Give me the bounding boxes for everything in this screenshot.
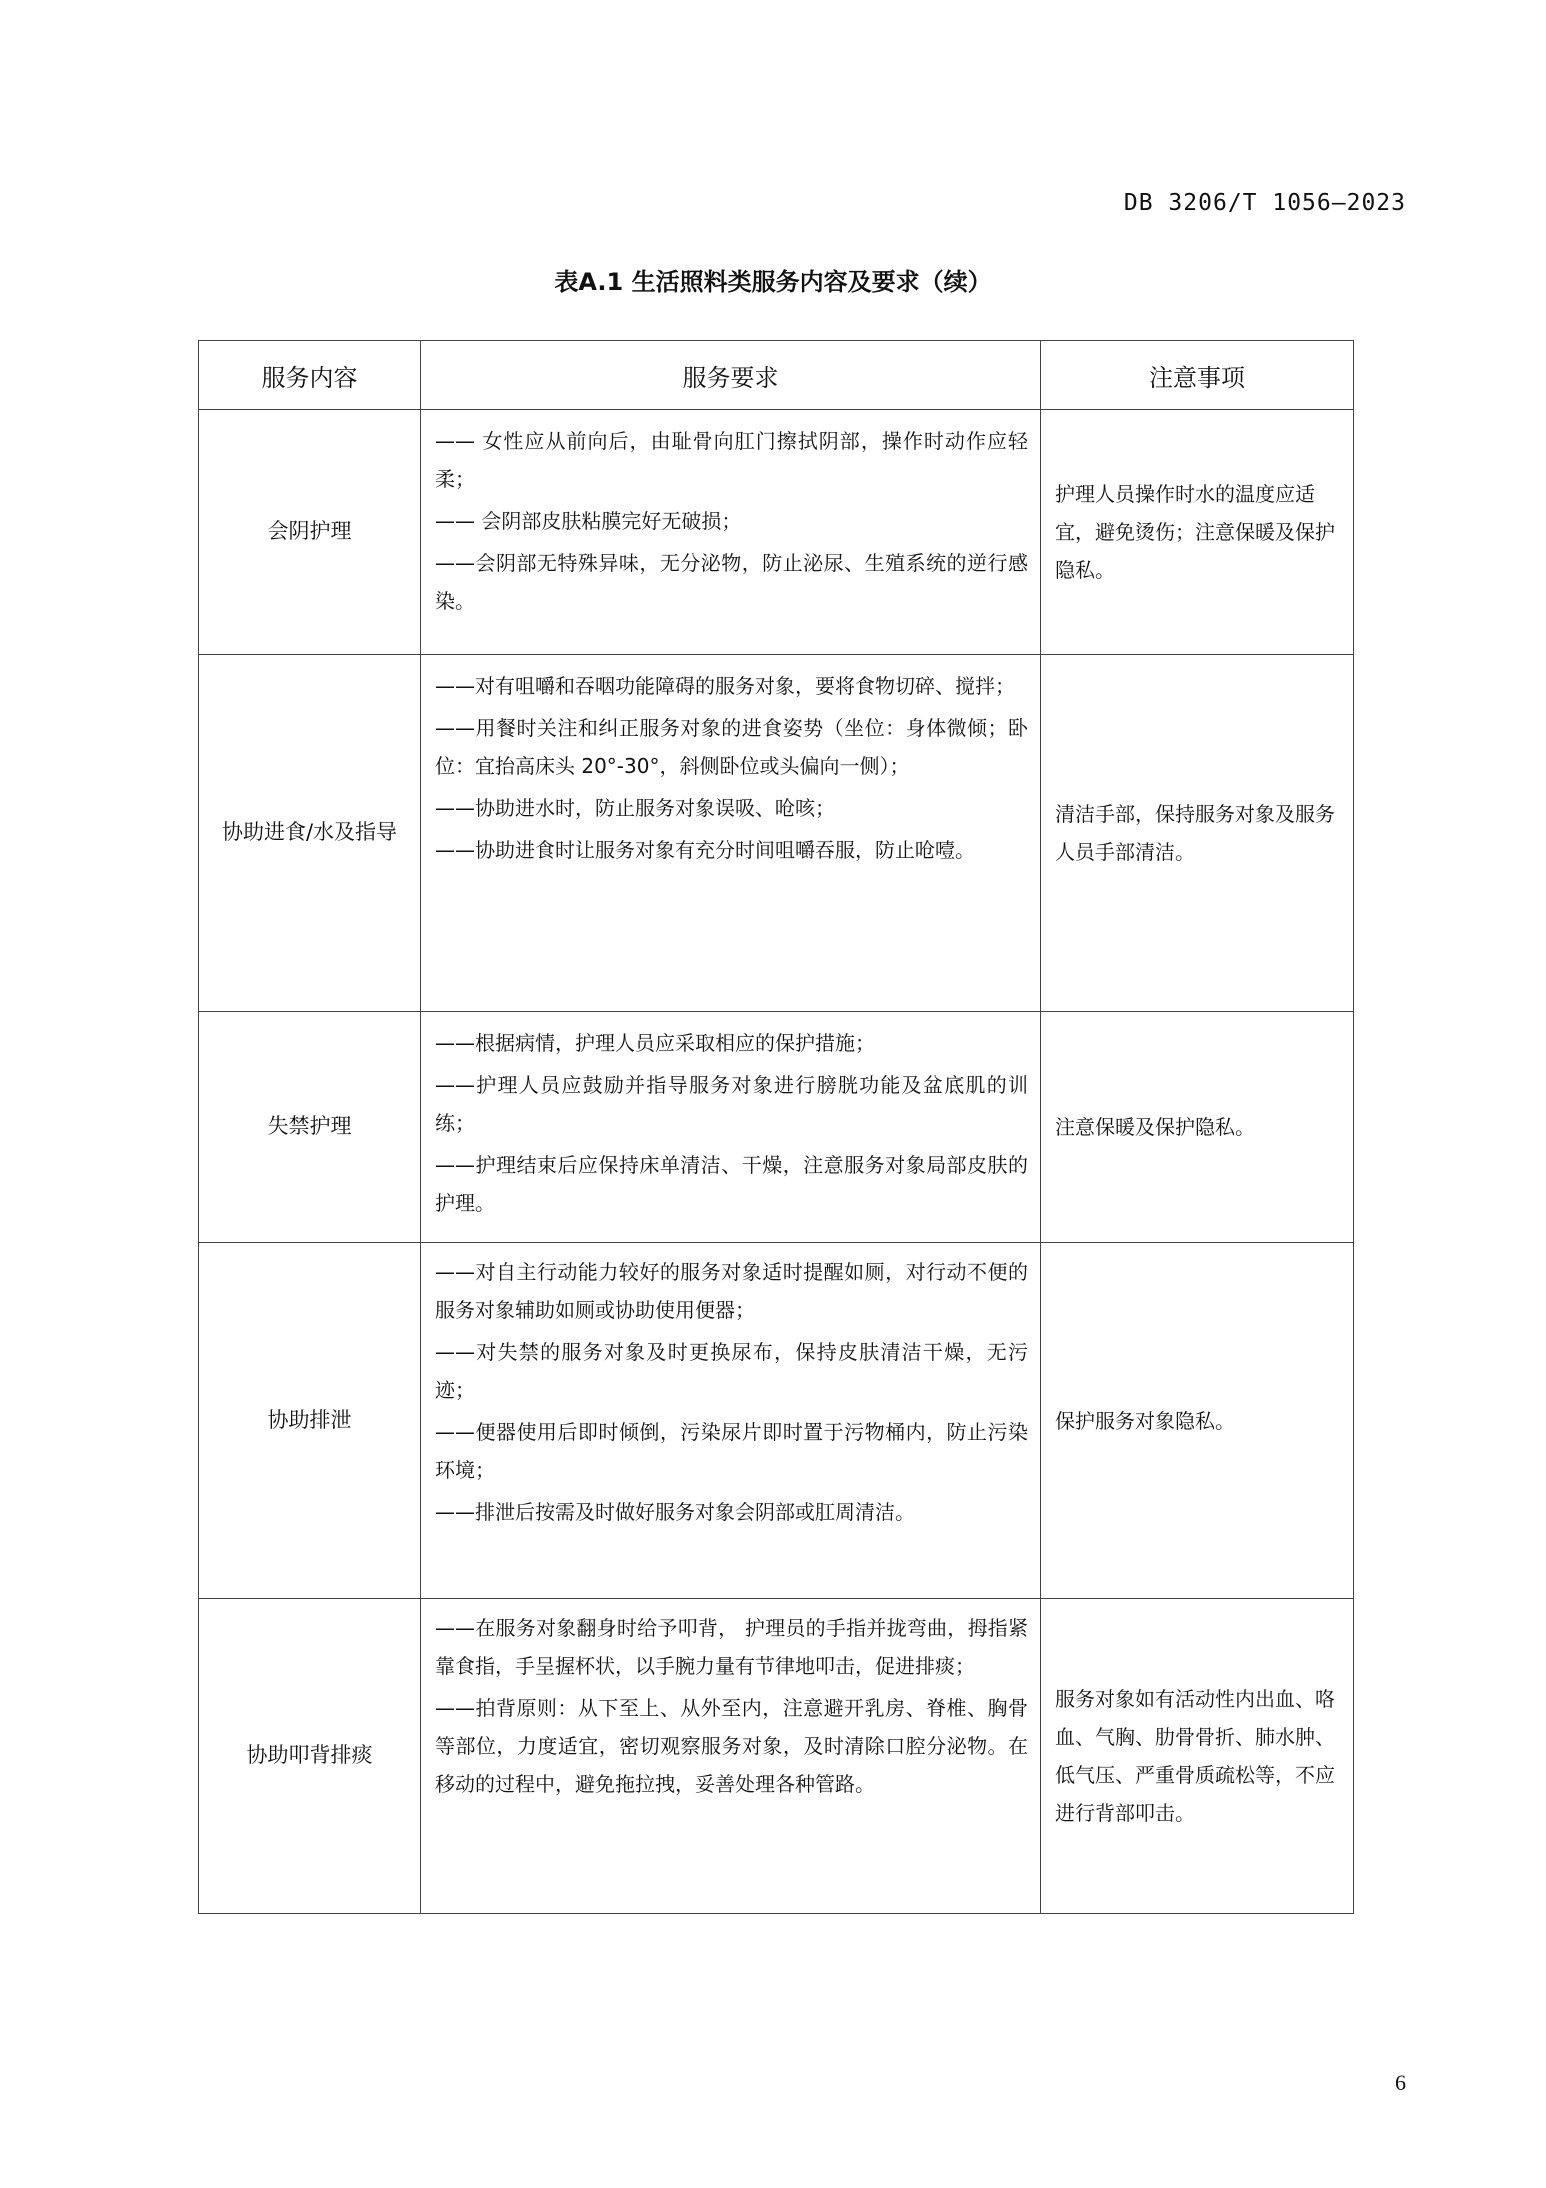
requirement-item: ——护理结束后应保持床单清洁、干燥，注意服务对象局部皮肤的护理。 [435,1153,1028,1215]
column-header-content: 服务内容 [199,341,421,410]
table-title: 表A.1 生活照料类服务内容及要求（续） [554,268,992,296]
requirement-item: ——对失禁的服务对象及时更换尿布，保持皮肤清洁干燥，无污迹； [435,1340,1028,1402]
requirement-item: ——排泄后按需及时做好服务对象会阴部或肛周清洁。 [435,1500,915,1524]
table-row [199,1599,1354,1914]
requirements-cell [421,1243,1041,1599]
requirement-item: ——护理人员应鼓励并指导服务对象进行膀胱功能及盆底肌的训练； [435,1073,1028,1135]
table-row [199,410,1354,655]
service-content-cell: 协助叩背排痰 [199,1599,421,1914]
table-row [199,1243,1354,1599]
notes-cell: 清洁手部，保持服务对象及服务人员手部清洁。 [1041,655,1354,1012]
service-content-cell: 会阴护理 [199,410,421,655]
notes-cell: 注意保暖及保护隐私。 [1041,1012,1354,1243]
notes-cell: 护理人员操作时水的温度应适宜，避免烫伤；注意保暖及保护隐私。 [1041,410,1354,655]
column-header-requirements: 服务要求 [421,341,1041,410]
requirement-item: ——对自主行动能力较好的服务对象适时提醒如厕，对行动不便的服务对象辅助如厕或协助使用便器； [435,1260,1028,1322]
service-table [198,340,1354,1914]
requirement-item: —— 女性应从前向后，由耻骨向肛门擦拭阴部，操作时动作应轻柔； [435,429,1028,491]
page-number: 6 [1395,2070,1406,2095]
document-id: DB 3206/T 1056—2023 [1123,190,1406,216]
notes-cell: 保护服务对象隐私。 [1041,1243,1354,1599]
requirement-item: ——用餐时关注和纠正服务对象的进食姿势（坐位：身体微倾；卧位：宜抬高床头 20°-30°，斜侧卧位或头偏向一侧）； [435,716,1028,778]
requirement-item: ——对有咀嚼和吞咽功能障碍的服务对象，要将食物切碎、搅拌； [435,674,1015,698]
requirement-item: ——便器使用后即时倾倒，污染尿片即时置于污物桶内，防止污染环境； [435,1420,1028,1482]
table-row [199,655,1354,1012]
requirement-item: ——在服务对象翻身时给予叩背， 护理员的手指并拢弯曲，拇指紧靠食指，手呈握杯状，以手腕力量有节律地叩击，促进排痰； [435,1616,1028,1678]
service-content-cell: 失禁护理 [199,1012,421,1243]
service-content-cell: 协助排泄 [199,1243,421,1599]
table-row [199,1012,1354,1243]
requirements-cell [421,1012,1041,1243]
service-content-cell: 协助进食/水及指导 [199,655,421,1012]
requirements-cell [421,410,1041,655]
requirement-item: —— 会阴部皮肤粘膜完好无破损； [435,509,742,533]
requirement-item: ——协助进食时让服务对象有充分时间咀嚼吞服，防止呛噎。 [435,838,975,862]
requirements-cell [421,655,1041,1012]
notes-cell: 服务对象如有活动性内出血、咯血、气胸、肋骨骨折、肺水肿、低气压、严重骨质疏松等，不应进行背部叩击。 [1041,1599,1354,1914]
table-header-row [199,341,1354,410]
column-header-notes: 注意事项 [1041,341,1354,410]
requirements-cell [421,1599,1041,1914]
requirement-item: ——会阴部无特殊异味，无分泌物，防止泌尿、生殖系统的逆行感染。 [435,551,1028,613]
requirement-item: ——根据病情，护理人员应采取相应的保护措施； [435,1031,875,1055]
requirement-item: ——拍背原则：从下至上、从外至内，注意避开乳房、脊椎、胸骨等部位，力度适宜，密切观察服务对象，及时清除口腔分泌物。在移动的过程中，避免拖拉拽，妥善处理各种管路。 [435,1696,1028,1796]
requirement-item: ——协助进水时，防止服务对象误吸、呛咳； [435,796,835,820]
